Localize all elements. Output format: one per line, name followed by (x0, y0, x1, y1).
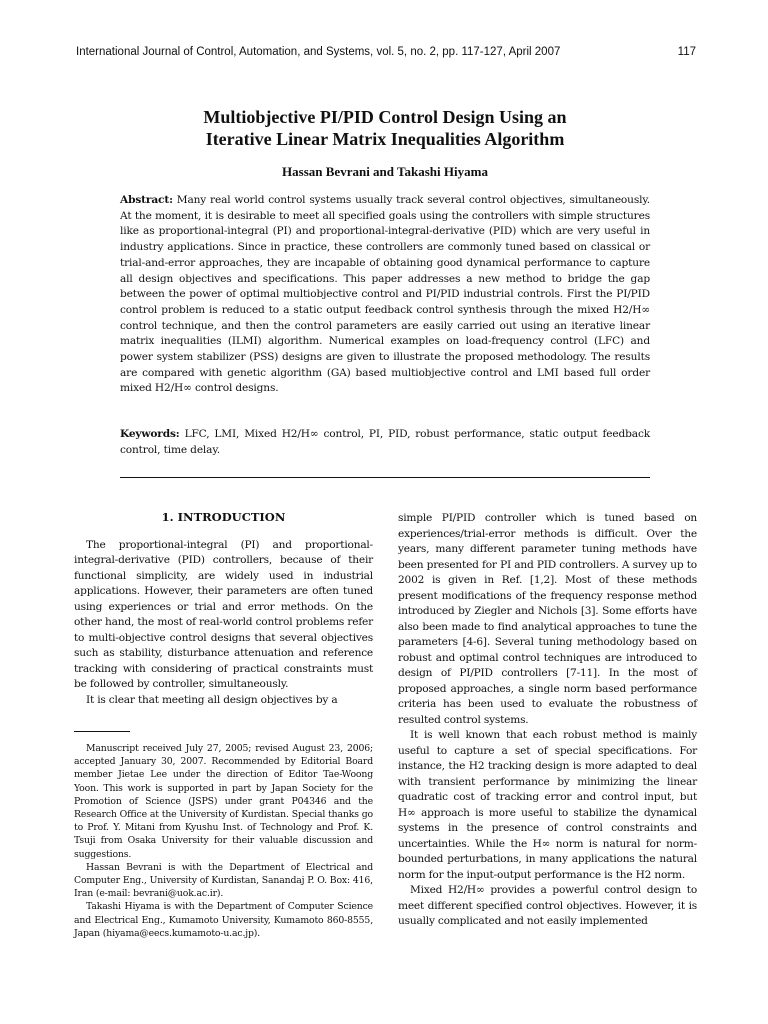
intro-paragraph-1: The proportional-integral (PI) and proportional-integral-derivative (PID) controllers, because of their functional simplicity, are widely used in industrial applications. However, their parameters are often tuned using experiences or trial and error methods. On the other hand, the most of real-world control problems refer to multi-objective control designs that several objectives such as stability, disturbance attenuation and reference tracking with considering of practical constraints must be followed by controller, simultaneously. (74, 538, 373, 690)
intro-paragraph-continued: simple PI/PID controller which is tuned based on experiences/trial-error methods is difficult. Over the years, many different parameter tuning methods have been presented for PI and PID controllers. A survey up to 2002 is given in Ref. [1,2]. Most of these methods present modifications of the frequency response method introduced by Ziegler and Nichols [3]. Some efforts have also been made to find analytical approaches to tune the parameters [4-6]. Several tuning methodology based on robust and optimal control techniques are introduced to design of PI/PID controllers [7-11]. In the most of proposed approaches, a single norm based performance criteria has been used to evaluate the robustness of resulted control systems. (398, 512, 697, 726)
left-column (74, 510, 373, 940)
footnote-author-2: Takashi Hiyama is with the Department of Computer Science and Electrical Eng., Kumamoto University, Kumamoto 860-8555, Japan (hiyama@eecs.kumamoto-u.ac.jp). (74, 901, 373, 939)
right-column (398, 511, 697, 930)
footnotes (74, 742, 373, 940)
journal-citation: International Journal of Control, Automation, and Systems, vol. 5, no. 2, pp. 117-127, April 2007 (76, 46, 561, 58)
section-heading-introduction: 1. INTRODUCTION (161, 510, 286, 524)
abstract (120, 193, 650, 397)
title-line-1: Multiobjective PI/PID Control Design Using an (203, 107, 567, 127)
keywords-text: LFC, LMI, Mixed H2/H∞ control, PI, PID, robust performance, static output feedback control, time delay. (120, 428, 651, 456)
title-line-2: Iterative Linear Matrix Inequalities Algorithm (205, 129, 565, 149)
footnote-manuscript: Manuscript received July 27, 2005; revised August 23, 2006; accepted January 30, 2007. Recommended by Editorial Board member Jietae Lee under the direction of Editor Tae-Woong Yoon. This work is supported in part by Japan Society for the Promotion of Science (JSPS) under grant P04346 and the Research Office at the University of Kurdistan. Special thanks go to Prof. Y. Mitani from Kyushu Inst. of Technology and Prof. K. Tsuji from Osaka University for their valuable discussion and suggestions. (74, 743, 373, 860)
keywords (120, 427, 650, 458)
keywords-label: Keywords: (120, 428, 180, 440)
running-header (76, 46, 696, 58)
authors: Hassan Bevrani and Takashi Hiyama (282, 164, 488, 179)
footnote-divider (74, 731, 130, 732)
intro-paragraph-2: It is clear that meeting all design objectives by a (86, 693, 338, 706)
abstract-text: Many real world control systems usually track several control objectives, simultaneously. At the moment, it is desirable to meet all specified goals using the controllers with simple structures like as proportional-integral (PI) and proportional-integral-derivative (PID) which are very useful in industry applications. Since in practice, these controllers are commonly tuned based on classical or trial-and-error approaches, they are incapable of obtaining good dynamical performance to capture all design objectives and specifications. This paper addresses a new method to bridge the gap between the power of optimal multiobjective control and PI/PID industrial controls. First the PI/PID control problem is reduced to a static output feedback control synthesis through the mixed H2/H∞ control technique, and then the control parameters are easily carried out using an iterative linear matrix inequalities (ILMI) algorithm. Numerical examples on load-frequency control (LFC) and power system stabilizer (PSS) designs are given to illustrate the proposed methodology. The results are compared with genetic algorithm (GA) based multiobjective control and LMI based full order mixed H2/H∞ control designs. (120, 194, 651, 395)
page-number: 117 (677, 46, 696, 58)
abstract-label: Abstract: (120, 194, 173, 206)
paper-title (120, 106, 650, 150)
intro-paragraph-4: Mixed H2/H∞ provides a powerful control design to meet different specified control objectives. However, it is usually complicated and not easily implemented (398, 884, 697, 927)
intro-paragraph-3: It is well known that each robust method is mainly useful to capture a set of special specifications. For instance, the H2 tracking design is more adapted to deal with transient performance by minimizing the linear quadratic cost of tracking error and control input, but H∞ approach is more useful to stabilize the dynamical systems in the presence of control constraints and uncertainties. While the H∞ norm is natural for norm-bounded perturbations, in many applications the natural norm for the input-output performance is the H2 norm. (398, 729, 697, 881)
abstract-divider (120, 477, 650, 478)
footnote-author-1: Hassan Bevrani is with the Department of Electrical and Computer Eng., University of Kurdistan, Sanandaj P. O. Box: 416, Iran (e-mail: bevrani@uok.ac.ir). (74, 861, 373, 900)
